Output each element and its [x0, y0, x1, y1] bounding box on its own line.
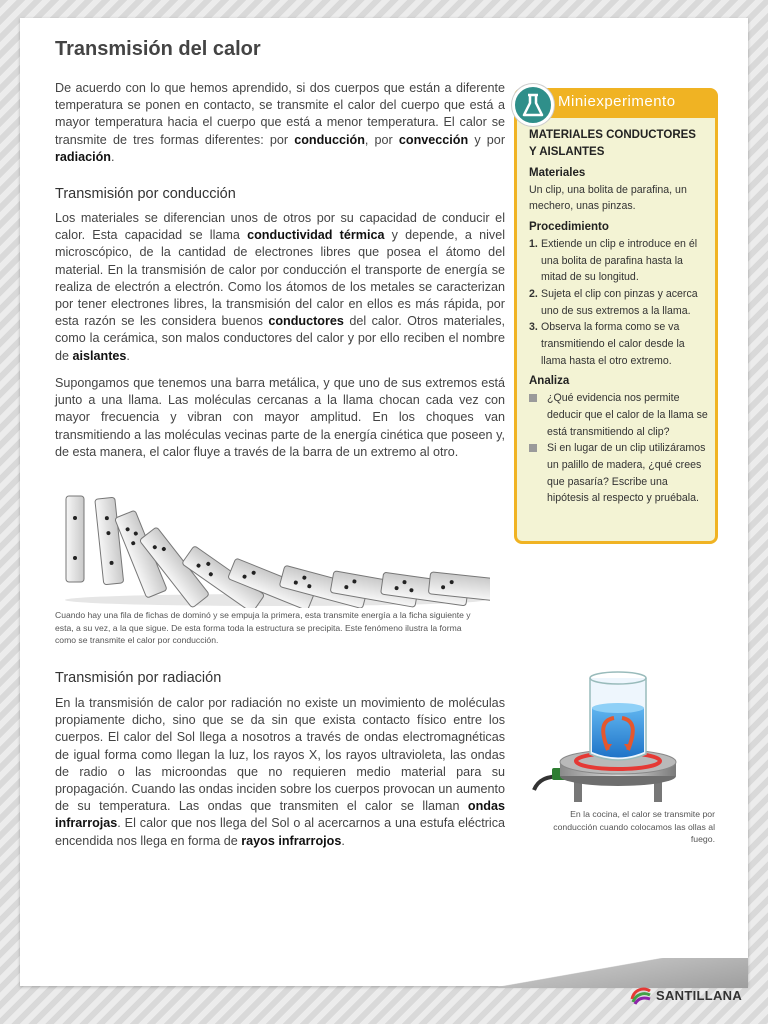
publisher-logo [630, 985, 742, 1005]
conduction-text-4: . [126, 348, 130, 363]
miniexperiment-content [529, 127, 709, 507]
intro-text-1: De acuerdo con lo que hemos aprendido, si dos cuerpos que están a diferente temperatura se ponen en contacto, se transmite el calor del cuerpo que está a mayor temperatura hacia el cuerpo que está a menor temperatura. El calor se transmite de tres formas diferentes: por [55, 81, 505, 147]
page-title: Transmisión del calor [55, 38, 261, 60]
procedure-title: Procedimiento [529, 221, 609, 234]
procedure-list [529, 236, 709, 370]
term-conduccion: conducción [294, 132, 365, 147]
conduction-text-3: del calor. Otros materiales, como la cerámica, son malos conductores del calor y por ello reciben el nombre de [55, 314, 505, 363]
analyze-question: Si en lugar de un clip utilizáramos un palillo de madera, ¿qué crees que pasaría? Escribe una hipótesis al respecto y pruébala. [529, 440, 709, 507]
conduction-paragraph-2: Supongamos que tenemos una barra metálica, y que uno de sus extremos está junto a una llama. Las moléculas cercanas a la llama chocan cada vez con mayor frecuencia y vibran con mayor amplitud. En los choques van transmitiendo a las moléculas vecinas parte de la energía cinética que poseen y, de esta manera, el calor fluye a través de la barra de un extremo al otro. [55, 376, 505, 459]
term-rayos-infrarrojos: rayos infrarrojos [241, 833, 342, 848]
procedure-step: 3. Observa la forma como se va transmitiendo el calor desde la llama hasta el otro extremo. [529, 321, 685, 367]
term-conductividad: conductividad térmica [247, 228, 385, 243]
materials-title: Materiales [529, 167, 586, 179]
santillana-logo-icon [630, 985, 652, 1005]
analyze-title: Analiza [529, 375, 570, 388]
procedure-step: 1. Extiende un clip e introduce en él una bolita de parafina hasta la mitad de su longitud. [529, 237, 698, 284]
intro-text-2: , por [364, 132, 399, 147]
materials-text: Un clip, una bolita de parafina, un mechero, unas pinzas. [529, 183, 687, 213]
miniexperiment-box [514, 88, 718, 544]
miniexperiment-label: Miniexperimento [558, 93, 676, 110]
domino-tile-1 [66, 496, 84, 582]
conduction-text-1: Los materiales se diferencian unos de otros por su capacidad de conducir el calor. Esta capacidad se llama [55, 211, 505, 243]
term-aislantes: aislantes [72, 348, 127, 363]
term-conductores: conductores [268, 314, 344, 329]
miniexperiment-header [516, 90, 716, 118]
flask-icon [512, 84, 554, 126]
analyze-question: ¿Qué evidencia nos permite deducir que el calor de la llama se está transmitiendo al clip? [529, 390, 709, 440]
intro-text-3: y por [468, 132, 506, 147]
radiation-text-3: . [341, 833, 345, 848]
bullet-square-icon [529, 394, 537, 402]
miniexperiment-heading-1: MATERIALES CONDUCTORES [529, 129, 696, 141]
radiation-paragraph [55, 695, 505, 850]
conduction-heading: Transmisión por conducción [55, 186, 236, 202]
analyze-questions [529, 390, 709, 507]
page-curl [448, 958, 748, 988]
conduction-paragraph-1 [55, 210, 505, 365]
page-sheet [20, 18, 748, 986]
bullet-square-icon [529, 444, 537, 452]
intro-paragraph [55, 80, 505, 166]
stove-caption: En la cocina, el calor se transmite por conducción cuando colocamos las ollas al fuego. [553, 809, 715, 844]
stove-pot-illustration [516, 650, 716, 805]
term-ondas-infrarrojas: ondas infrarrojas [55, 799, 505, 831]
radiation-text-1: En la transmisión de calor por radiación no existe un movimiento de moléculas propiamente dicho, sino que se da sin que exista contacto físico entre los cuerpos. El calor del Sol llega a nosotros a través de ondas electromagnéticas de igual forma como llegan la luz, los rayos X, los rayos ultravioleta, las ondas de radio o las microondas que no requieren medio material para su propagación. Cuando las ondas inciden sobre los cuerpos provocan un aumento de su temperatura. Las ondas que transmiten el calor se llaman [55, 696, 505, 814]
miniexperiment-heading-2: Y AISLANTES [529, 146, 605, 158]
radiation-heading: Transmisión por radiación [55, 670, 222, 686]
term-radiacion: radiación [55, 149, 111, 164]
domino-illustration [60, 488, 490, 608]
term-conveccion: convección [398, 132, 469, 147]
domino-caption: Cuando hay una fila de fichas de dominó y se empuja la primera, esta transmite energía a la ficha siguiente y esta, a su vez, a la que sigue. De esta forma toda la estructura se precipita. Este fenómeno ilustra la forma como se transmite el calor por conducción. [55, 610, 471, 645]
conduction-text-2: y depende, a nivel microscópico, de la cantidad de electrones libres que posea el átomo del material. En la transmisión de calor por conducción el transporte de energía se realiza de electrón a electrón. Como los átomos de los metales se caracterizan por tener electrones libres, la transmisión del calor en ellos es más rápida, por esta razón se les considera buenos [55, 228, 506, 329]
domino-tile-2 [95, 497, 124, 585]
radiation-text-2: . El calor que nos llega del Sol o al acercarnos a una estufa eléctrica encendida nos llega en forma de [55, 816, 505, 848]
intro-text-4: . [111, 149, 115, 164]
publisher-name: SANTILLANA [656, 987, 743, 1003]
procedure-step: 2. Sujeta el clip con pinzas y acerca uno de sus extremos a la llama. [529, 287, 698, 317]
